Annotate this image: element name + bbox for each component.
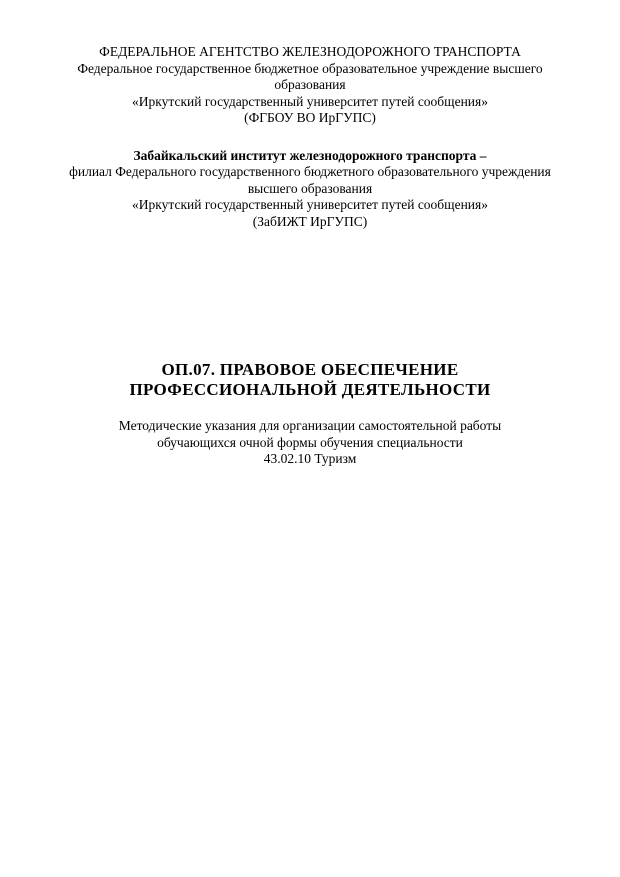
agency-institution-line-1: Федеральное государственное бюджетное образовательное учреждение высшего	[77, 60, 543, 76]
institute-university-name: «Иркутский государственный университет путей сообщения»	[132, 197, 488, 212]
institute-branch-line-2: высшего образования	[247, 180, 373, 196]
document-title-block	[30, 360, 590, 400]
subtitle-line-1: Методические указания для организации самостоятельной работы	[118, 418, 502, 433]
document-title-line-1: ОП.07. ПРАВОВОЕ ОБЕСПЕЧЕНИЕ	[161, 360, 459, 379]
subtitle-specialty-code: 43.02.10 Туризм	[263, 451, 357, 466]
agency-abbreviation: (ФГБОУ ВО ИрГУПС)	[244, 110, 376, 125]
agency-university-name: «Иркутский государственный университет путей сообщения»	[132, 93, 488, 109]
institute-branch-line-1: филиал Федерального государственного бюджетного образовательного учреждения	[69, 164, 551, 179]
agency-name-line: ФЕДЕРАЛЬНОЕ АГЕНТСТВО ЖЕЛЕЗНОДОРОЖНОГО ТРАНСПОРТА	[99, 44, 521, 59]
agency-header-block	[30, 44, 590, 127]
subtitle-line-2: обучающихся очной формы обучения специальности	[157, 434, 463, 450]
institute-abbreviation: (ЗабИЖТ ИрГУПС)	[252, 213, 368, 229]
institute-name-bold-line: Забайкальский институт железнодорожного транспорта –	[133, 147, 487, 163]
institute-header-block	[30, 148, 590, 231]
agency-institution-line-2: образования	[274, 77, 346, 92]
document-title-line-2: ПРОФЕССИОНАЛЬНОЙ ДЕЯТЕЛЬНОСТИ	[129, 380, 491, 399]
document-subtitle-block	[30, 418, 590, 468]
